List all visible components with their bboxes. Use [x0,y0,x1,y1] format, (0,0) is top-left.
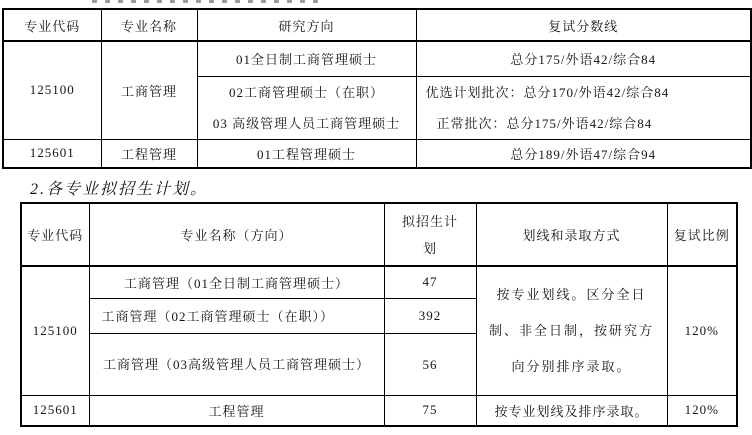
cell-score-mem: 总分189/外语47/综合94 [416,139,751,168]
table-row [3,41,751,76]
header-retest-ratio: 复试比例 [667,203,737,266]
cell-program-02: 工商管理（02工商管理硕士（在职）） [89,298,384,333]
cell-direction-01: 01全日制工商管理硕士 [197,41,416,76]
header-research-direction: 研究方向 [197,9,416,41]
cell-retest-ratio-mba: 120% [667,266,737,395]
cell-major-code-125601: 125601 [3,139,101,168]
header-major-name-direction: 专业名称（方向） [89,203,384,266]
header-retest-score-line: 复试分数线 [416,9,751,41]
score-line-normal-batch: 正常批次：总分175/外语42/综合84 [436,115,653,131]
table-row [21,395,737,426]
header-major-name: 专业名称 [101,9,197,41]
header-cutoff-admission-method: 划线和录取方式 [476,203,667,266]
direction-line-02: 02工商管理硕士（在职） [228,84,384,100]
cell-plan-02: 392 [384,298,476,333]
cell-major-code-125100: 125100 [21,266,89,395]
plan-table-header-row [21,203,737,266]
cell-major-code-125601: 125601 [21,395,89,426]
cell-plan-01: 47 [384,266,476,298]
score-table-header-row [3,9,751,41]
cell-direction-mem: 01工程管理硕士 [197,139,416,168]
cell-admission-rule-mba: 按专业划线。区分全日制、非全日制，按研究方向分别排序录取。 [476,266,667,395]
header-major-code: 专业代码 [21,203,89,266]
cell-score-01: 总分175/外语42/综合84 [416,41,751,76]
cell-direction-02-03 [197,76,416,139]
direction-line-03: 03 高级管理人员工商管理硕士 [212,115,401,131]
cell-major-name-mem: 工程管理 [101,139,197,168]
cell-program-03: 工商管理（03高级管理人员工商管理硕士） [89,333,384,395]
header-major-code: 专业代码 [3,9,101,41]
score-line-table [2,8,752,169]
cell-score-02-03 [416,76,751,139]
cell-program-mem: 工程管理 [89,395,384,426]
table-row [21,266,737,298]
cell-major-code-125100: 125100 [3,41,101,139]
cell-plan-03: 56 [384,333,476,395]
table-row [3,139,751,168]
section-label-enrollment-plan: 2.各专业拟招生计划。 [30,181,209,198]
cell-program-01: 工商管理（01全日制工商管理硕士） [89,266,384,298]
cell-plan-mem: 75 [384,395,476,426]
header-planned-enrollment: 拟招生计划 [384,203,476,266]
score-line-preferred-batch: 优选计划批次：总分170/外语42/综合84 [425,84,670,100]
clipped-text-fragments [92,0,318,3]
cell-major-name-mba: 工商管理 [101,41,197,139]
cell-admission-rule-mem: 按专业划线及排序录取。 [476,395,667,426]
cell-retest-ratio-mem: 120% [667,395,737,426]
enrollment-plan-table [20,202,738,427]
